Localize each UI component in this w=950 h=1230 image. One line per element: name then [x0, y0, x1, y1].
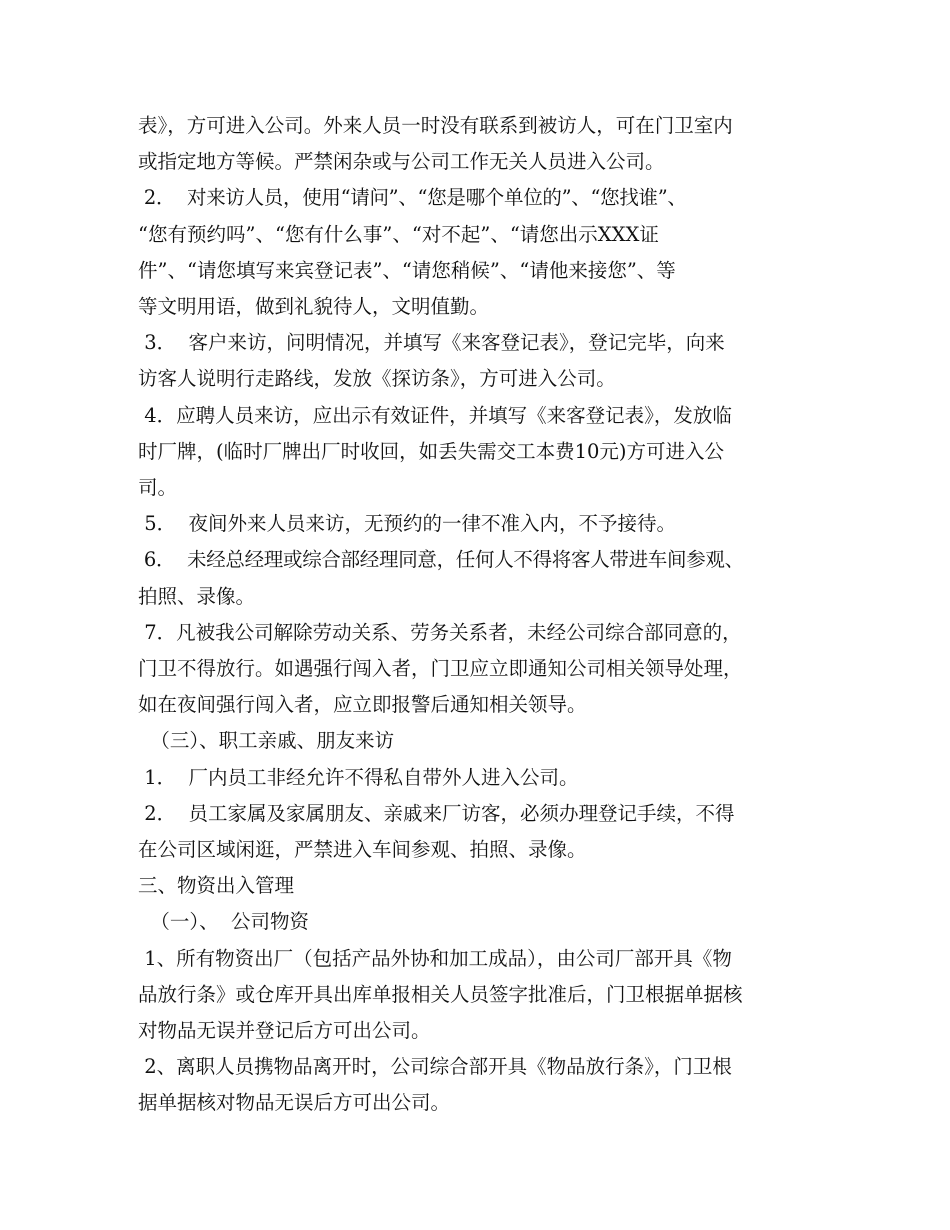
- section-heading: 三、物资出入管理: [138, 874, 295, 898]
- text-line: 5． 夜间外来人员来访，无预约的一律不准入内，不予接待。: [138, 512, 677, 536]
- text-line: 品放行条》或仓库开具出库单报相关人员签字批准后，门卫根据单据核: [138, 982, 743, 1006]
- text-line: 拍照、录像。: [138, 584, 256, 608]
- text-line: 如在夜间强行闯入者，应立即报警后通知相关领导。: [138, 693, 587, 717]
- text-line: 1． 厂内员工非经允许不得私自带外人进入公司。: [138, 765, 579, 789]
- text-line: 1、所有物资出厂（包括产品外协和加工成品），由公司厂部开具《物: [138, 946, 732, 970]
- text-line: “您有预约吗”、“您有什么事”、“对不起”、“请您出示XXX证: [138, 222, 659, 246]
- section-heading: （三）、职工亲戚、朋友来访: [138, 729, 395, 753]
- text-line: 2． 对来访人员，使用“请问”、“您是哪个单位的”、“您找谁”、: [138, 186, 687, 210]
- text-line: 件”、“请您填写来宾登记表”、“请您稍候”、“请他来接您”、等: [138, 258, 676, 282]
- text-line: 表》，方可进入公司。外来人员一时没有联系到被访人，可在门卫室内: [138, 114, 733, 137]
- text-line: 4．应聘人员来访，应出示有效证件，并填写《来客登记表》，发放临: [138, 403, 732, 427]
- text-line: 2． 员工家属及家属朋友、亲戚来厂访客，必须办理登记手续，不得: [138, 801, 735, 825]
- text-line: 司。: [138, 476, 178, 500]
- text-line: 3． 客户来访，问明情况，并填写《来客登记表》，登记完毕，向来: [138, 331, 725, 355]
- text-line: 7．凡被我公司解除劳动关系、劳务关系者，未经公司综合部同意的，: [138, 620, 742, 644]
- text-line: 等文明用语，做到礼貌待人，文明值勤。: [138, 295, 490, 319]
- text-line: 访客人说明行走路线，发放《探访条》，方可进入公司。: [138, 367, 616, 391]
- text-line: 6． 未经总经理或综合部经理同意，任何人不得将客人带进车间参观、: [138, 548, 744, 572]
- text-line: 在公司区域闲逛，严禁进入车间参观、拍照、录像。: [138, 838, 587, 862]
- section-heading: （一）、 公司物资: [138, 910, 310, 934]
- text-line: 门卫不得放行。如遇强行闯入者，门卫应立即通知公司相关领导处理，: [138, 657, 743, 681]
- text-line: 对物品无误并登记后方可出公司。: [138, 1019, 431, 1043]
- text-line: 2、离职人员携物品离开时，公司综合部开具《物品放行条》，门卫根: [138, 1055, 732, 1079]
- document-body: [138, 108, 838, 1122]
- text-line: 时厂牌，(临时厂牌出厂时收回，如丢失需交工本费10元)方可进入公: [138, 439, 725, 463]
- text-line: 据单据核对物品无误后方可出公司。: [138, 1091, 451, 1115]
- text-line: 或指定地方等候。严禁闲杂或与公司工作无关人员进入公司。: [138, 150, 665, 174]
